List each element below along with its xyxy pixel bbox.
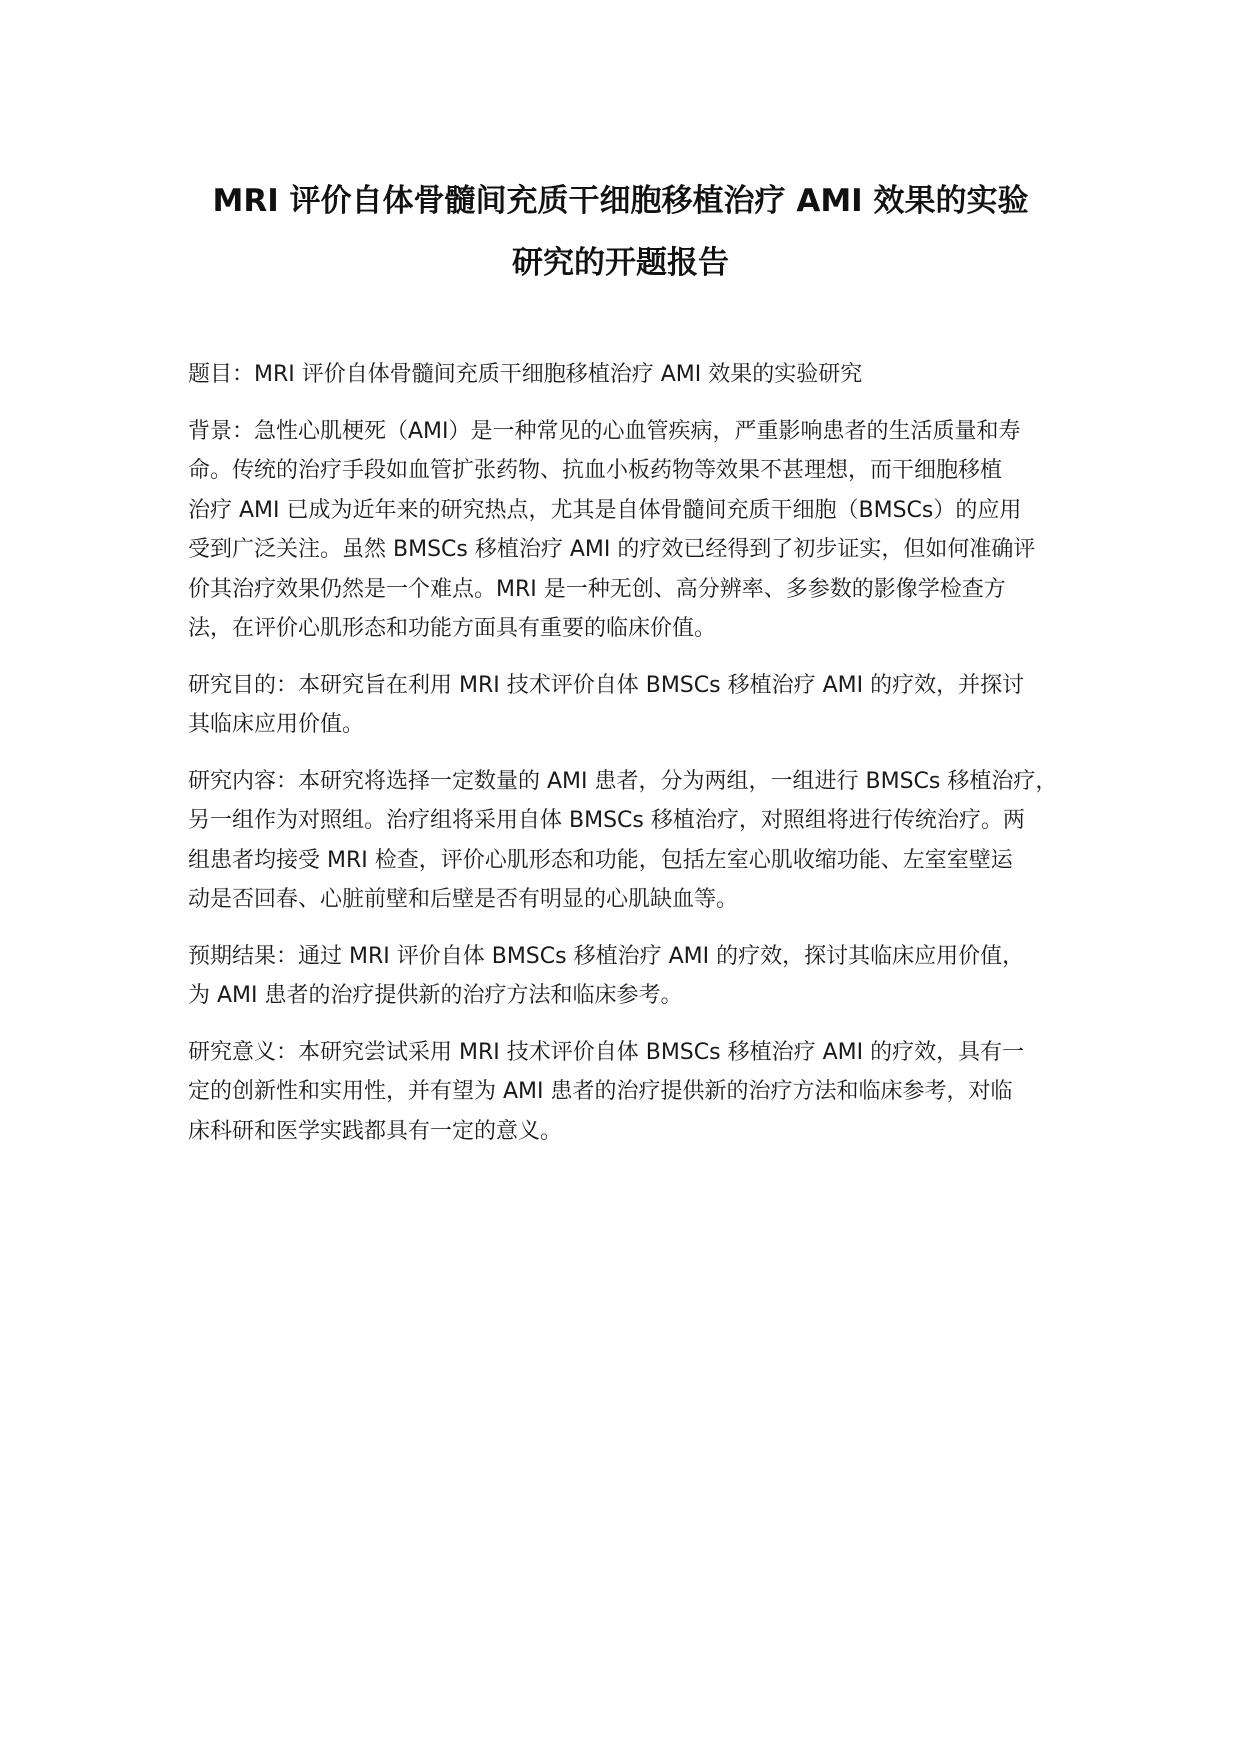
title-line-2: 研究的开题报告 (512, 245, 729, 281)
purpose-paragraph (188, 666, 1088, 745)
text-line: 题目：MRI 评价自体骨髓间充质干细胞移植治疗 AMI 效果的实验研究 (188, 362, 863, 387)
background-paragraph (188, 412, 1088, 649)
text-line: 其临床应用价值。 (188, 712, 365, 737)
topic-paragraph (188, 355, 1088, 395)
text-line: 价其治疗效果仍然是一个难点。MRI 是一种无创、高分辨率、多参数的影像学检查方 (188, 576, 1006, 602)
significance-paragraph (188, 1033, 1088, 1152)
document-body (188, 355, 1088, 1168)
text-line: 预期结果：通过 MRI 评价自体 BMSCs 移植治疗 AMI 的疗效，探讨其临床应用价值， (188, 943, 1025, 969)
text-line: 组患者均接受 MRI 检查，评价心肌形态和功能，包括左室心肌收缩功能、左室室壁运 (188, 847, 1013, 873)
text-line: 命。传统的治疗手段如血管扩张药物、抗血小板药物等效果不甚理想，而干细胞移植 (188, 458, 1003, 483)
text-line: 治疗 AMI 已成为近年来的研究热点，尤其是自体骨髓间充质干细胞（BMSCs）的应用 (188, 497, 1022, 523)
text-line: 另一组作为对照组。治疗组将采用自体 BMSCs 移植治疗，对照组将进行传统治疗。两 (188, 808, 1025, 833)
text-line: 研究内容：本研究将选择一定数量的 AMI 患者，分为两组，一组进行 BMSCs 移植治疗， (188, 768, 1058, 794)
text-line: 法，在评价心肌形态和功能方面具有重要的临床价值。 (188, 616, 717, 641)
text-line: 受到广泛关注。虽然 BMSCs 移植治疗 AMI 的疗效已经得到了初步证实，但如何准确评 (188, 537, 1036, 562)
content-paragraph (188, 762, 1088, 920)
text-line: 为 AMI 患者的治疗提供新的治疗方法和临床参考。 (188, 983, 683, 1008)
text-line: 床科研和医学实践都具有一定的意义。 (188, 1118, 563, 1144)
expected-results-paragraph (188, 937, 1088, 1016)
text-line: 研究意义：本研究尝试采用 MRI 技术评价自体 BMSCs 移植治疗 AMI 的疗效，具有一 (188, 1039, 1025, 1065)
document-title (150, 170, 1091, 294)
text-line: 背景：急性心肌梗死（AMI）是一种常见的心血管疾病，严重影响患者的生活质量和寿 (188, 418, 1021, 444)
text-line: 研究目的：本研究旨在利用 MRI 技术评价自体 BMSCs 移植治疗 AMI 的疗效，并探讨 (188, 672, 1025, 698)
title-line-1: MRI 评价自体骨髓间充质干细胞移植治疗 AMI 效果的实验 (212, 183, 1029, 219)
text-line: 动是否回春、心脏前壁和后壁是否有明显的心肌缺血等。 (188, 887, 739, 912)
text-line: 定的创新性和实用性，并有望为 AMI 患者的治疗提供新的治疗方法和临床参考，对临 (188, 1079, 1013, 1104)
